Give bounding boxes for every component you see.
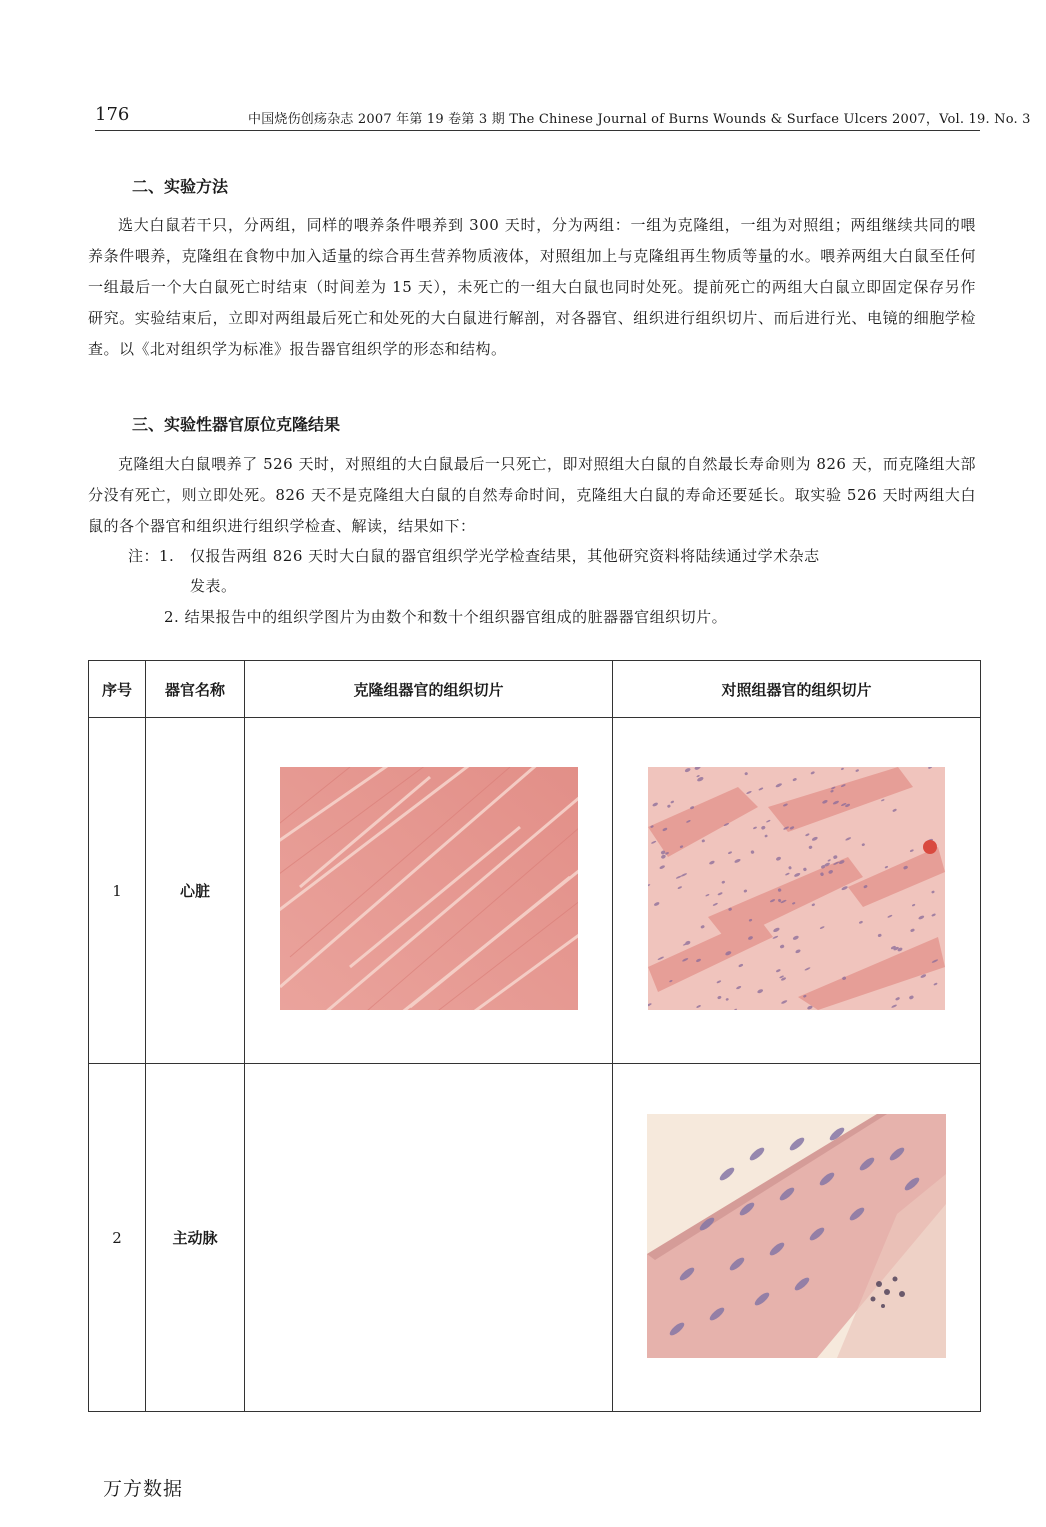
page-number: 176 <box>95 104 130 125</box>
note-1-text: 仅报告两组 826 天时大白鼠的器官组织学光学检查结果，其他研究资料将陆续通过学术杂志 <box>190 547 820 565</box>
header-control-slide: 对照组器官的组织切片 <box>613 661 981 718</box>
footer-logo: 万方数据 <box>103 1478 184 1500</box>
running-header: 中国烧伤创疡杂志 2007 年第 19 卷第 3 期 The Chinese Journal of Burns Wounds & Surface Ulcers 2007，Vol. 19. No. 3 <box>248 112 1031 127</box>
table-row <box>89 718 981 1064</box>
table-row <box>89 1064 981 1412</box>
aorta-control-slide-image <box>647 1114 946 1358</box>
row-number: 1 <box>89 718 146 1064</box>
methods-paragraph: 选大白鼠若干只，分两组，同样的喂养条件喂养到 300 天时，分为两组：一组为克隆组，一组为对照组；两组继续共同的喂养条件喂养，克隆组在食物中加入适量的综合再生营养物质液体，对照组加上与克隆组再生物质等量的水。喂养两组大白鼠至任何一组最后一个大白鼠死亡时结束（时间差为 15 天），未死亡的一组大白鼠也同时处死。提前死亡的两组大白鼠立即固定保存另作研究。实验结束后，立即对两组最后死亡和处死的大白鼠进行解剖，对各器官、组织进行组织切片、而后进行光、电镜的细胞学检查。以《北对组织学为标准》报告器官组织学的形态和结构。 <box>88 216 976 358</box>
results-table <box>88 660 981 1412</box>
header-clone-slide: 克隆组器官的组织切片 <box>245 661 613 718</box>
header-number: 序号 <box>89 661 146 718</box>
results-heading: 三、实验性器官原位克隆结果 <box>132 415 341 434</box>
heart-control-slide-image <box>648 767 945 1010</box>
header-organ: 器官名称 <box>146 661 245 718</box>
control-slide-cell <box>613 1064 981 1412</box>
row-number: 2 <box>89 1064 146 1412</box>
note-2-text: 2. 结果报告中的组织学图片为由数个和数十个组织器官组成的脏器器官组织切片。 <box>164 608 728 626</box>
clone-slide-cell <box>245 718 613 1064</box>
table-header-row <box>89 661 981 718</box>
organ-name: 主动脉 <box>146 1064 245 1412</box>
organ-name: 心脏 <box>146 718 245 1064</box>
note-1-prefix: 注：1. <box>128 547 175 565</box>
heart-clone-slide-image <box>280 767 578 1010</box>
methods-heading: 二、实验方法 <box>132 177 229 196</box>
control-slide-cell <box>613 718 981 1064</box>
results-paragraph: 克隆组大白鼠喂养了 526 天时，对照组的大白鼠最后一只死亡，即对照组大白鼠的自然最长寿命则为 826 天，而克隆组大部分没有死亡，则立即处死。826 天不是克隆组大白鼠的自然寿命时间，克隆组大白鼠的寿命还要延长。取实验 526 天时两组大白鼠的各个器官和组织进行组织学检查、解读，结果如下： <box>88 455 976 535</box>
header-rule <box>95 130 980 131</box>
note-1-continuation: 发表。 <box>190 577 237 595</box>
clone-slide-cell <box>245 1064 613 1412</box>
